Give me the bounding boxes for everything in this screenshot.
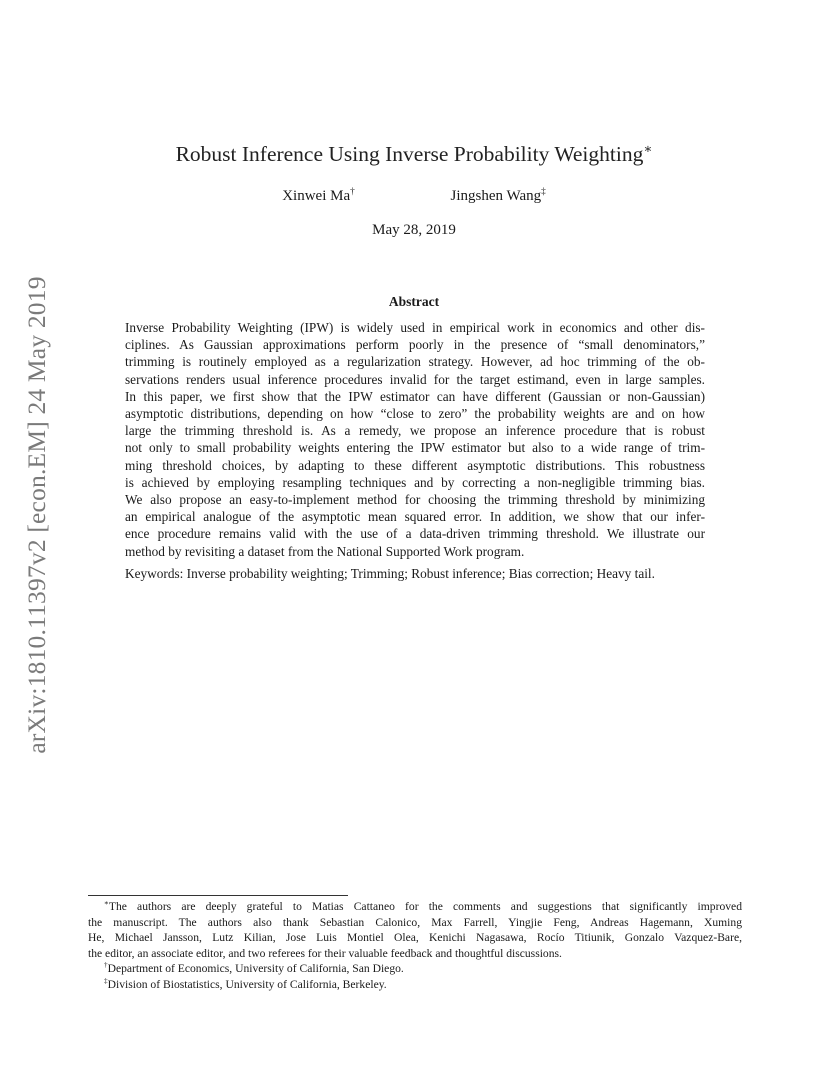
abstract-line: large the trimming threshold is. As a remedy, we propose an inference procedure that is robust — [125, 423, 705, 439]
abstract-line: trimming is routinely employed as a regularization strategy. However, ad hoc trimming of the ob- — [125, 354, 705, 370]
abstract-line: In this paper, we first show that the IPW estimator can have different (Gaussian or non-Gaussian) — [125, 388, 705, 404]
abstract-line: not only to small probability weights entering the IPW estimator but also to a wide range of trim- — [125, 440, 705, 456]
abstract-line: ence procedure remains valid with the use of a data-driven trimming threshold. We illustrate our — [125, 526, 705, 542]
author-list — [0, 188, 828, 205]
abstract-line: servations renders usual inference procedures invalid for the target estimand, even in large samples. — [125, 371, 705, 387]
abstract-line: is achieved by employing resampling techniques and by correcting a non-negligible trimming bias. — [125, 474, 705, 490]
abstract-line: Inverse Probability Weighting (IPW) is widely used in empirical work in economics and other dis- — [125, 320, 705, 335]
footnote-dagger-mark: † — [104, 961, 108, 970]
author-1-mark: † — [350, 187, 355, 197]
footnote-affiliation-1 — [88, 961, 742, 977]
abstract-body — [125, 319, 705, 560]
author-1 — [282, 188, 355, 204]
paper-title — [0, 142, 828, 167]
abstract-line: an empirical analogue of the asymptotic mean squared error. In addition, we show that our infer- — [125, 509, 705, 525]
author-1-name: Xinwei Ma — [282, 188, 351, 204]
keywords: Keywords: Inverse probability weighting; Trimming; Robust inference; Bias correction; Heavy tail. — [125, 566, 655, 581]
footnote-text: The authors are deeply grateful to Matias Cattaneo for the comments and suggestions that significantly improved — [108, 900, 742, 913]
footnote-star-mark: ∗ — [104, 899, 109, 908]
author-2 — [451, 188, 546, 204]
footnote-text: Department of Economics, University of California, San Diego. — [107, 962, 404, 976]
abstract-heading: Abstract — [388, 294, 440, 309]
title-text: Robust Inference Using Inverse Probability Weighting — [175, 142, 644, 166]
footnote-affiliation-2 — [88, 977, 742, 993]
footnote-acknowledgment-line: the editor, an associate editor, and two referees for their valuable feedback and thoughtful discussions. — [88, 946, 562, 960]
footnote-acknowledgment-line: the manuscript. The authors also thank Sebastian Calonico, Max Farrell, Yingjie Feng, Andreas Hagemann, Xuming — [88, 915, 742, 929]
abstract-line: ming threshold choices, by adapting to these different asymptotic distributions. This robustness — [125, 457, 705, 473]
author-2-mark: ‡ — [541, 187, 546, 197]
footnote-ddagger-mark: ‡ — [104, 977, 108, 986]
abstract-line: We also propose an easy-to-implement method for choosing the trimming threshold by minimizing — [125, 492, 705, 508]
author-2-name: Jingshen Wang — [450, 188, 542, 204]
footnote-acknowledgment-line — [88, 899, 742, 915]
arxiv-sidebar-stamp: arXiv:1810.11397v2 [econ.EM] 24 May 2019 — [22, 276, 51, 754]
footnote-acknowledgment-line: He, Michael Jansson, Lutz Kilian, Jose Luis Montiel Olea, Kenichi Nagasawa, Rocío Titiunik, Gonzalo Vazquez-Bare, — [88, 931, 742, 945]
abstract-line: method by revisiting a dataset from the National Supported Work program. — [125, 543, 525, 559]
paper-date: May 28, 2019 — [372, 222, 456, 238]
title-footnote-mark: ∗ — [643, 140, 653, 156]
footnotes — [88, 899, 742, 993]
footnote-text: Division of Biostatistics, University of California, Berkeley. — [107, 977, 387, 991]
footnote-rule — [88, 895, 348, 896]
abstract-line: asymptotic distributions, depending on how “close to zero” the probability weights are and on how — [125, 406, 705, 422]
abstract-line: ciplines. As Gaussian approximations perform poorly in the presence of “small denominators,” — [125, 337, 705, 353]
